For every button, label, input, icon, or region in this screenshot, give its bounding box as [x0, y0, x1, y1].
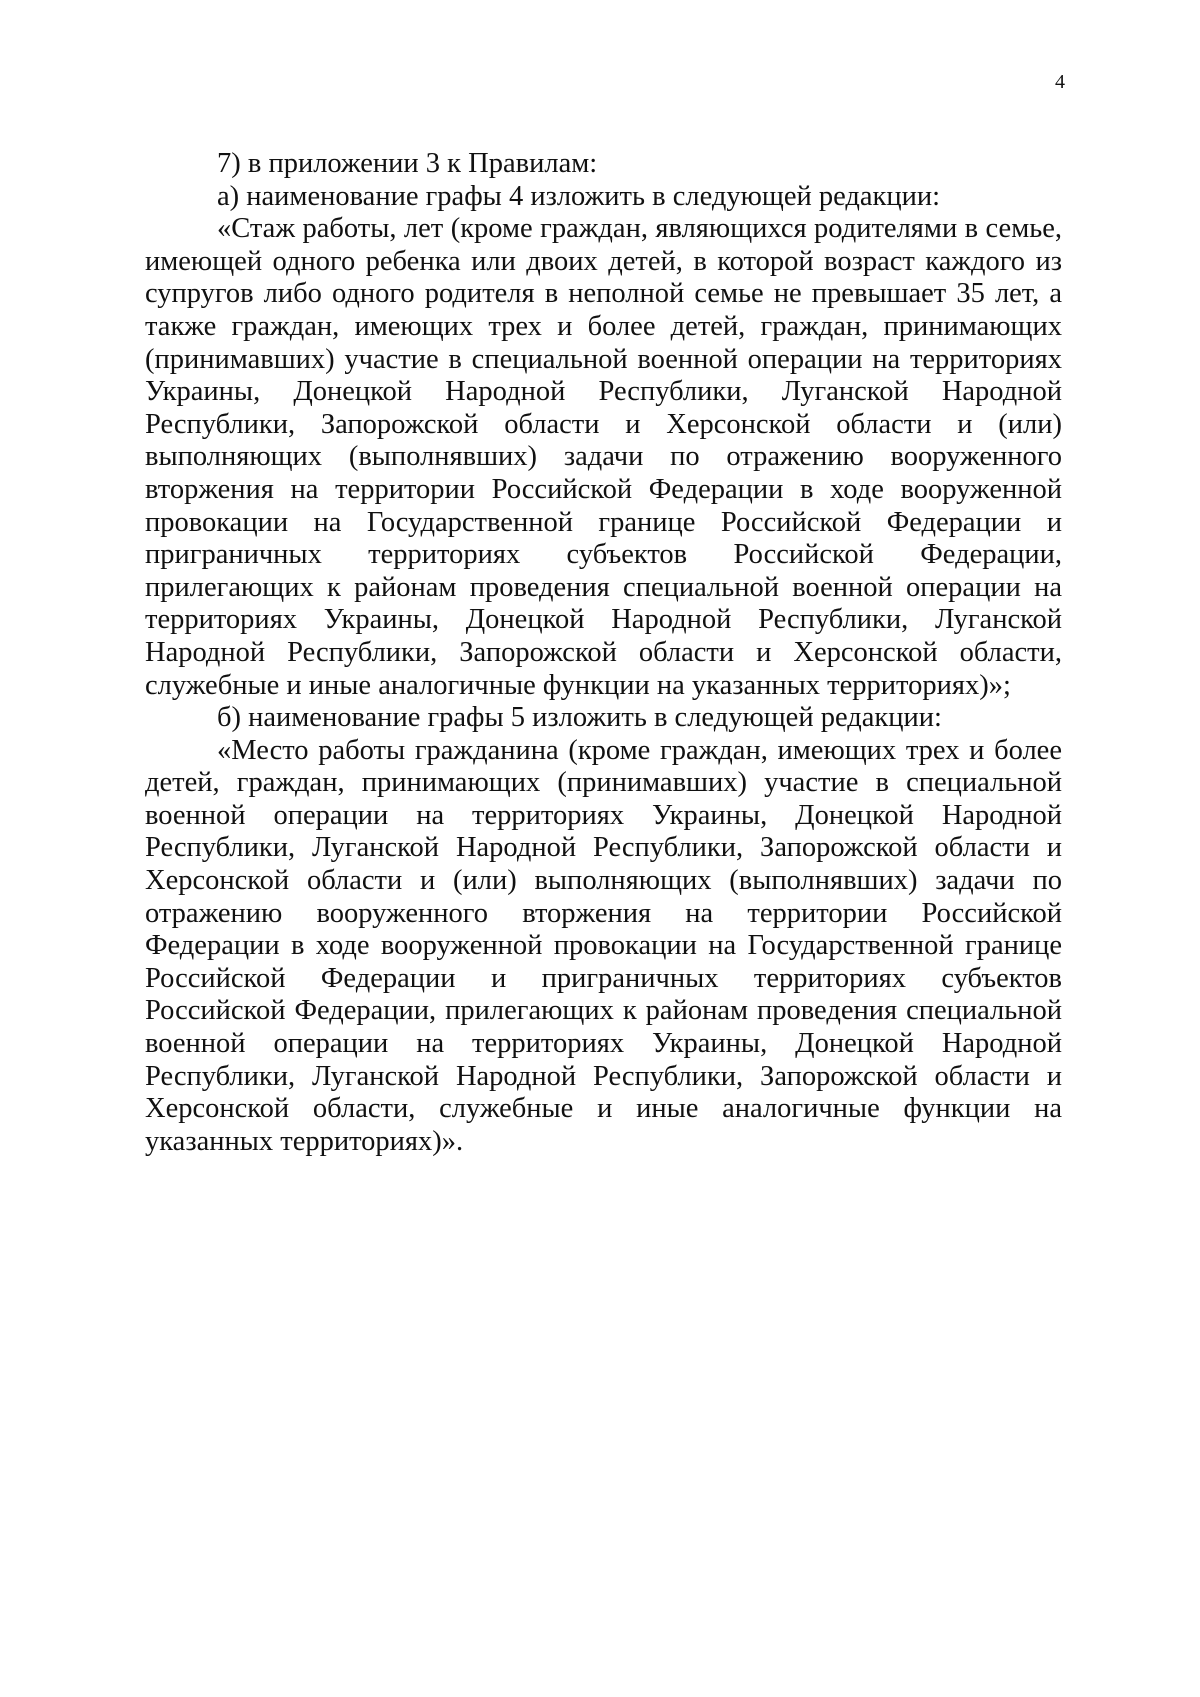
paragraph-item-7: 7) в приложении 3 к Правилам: — [217, 148, 598, 179]
paragraph-column-5-title: «Место работы гражданина (кроме граждан, имеющих трех и более детей, граждан, принимающих (принимавших) участие в специальной военной операции на территориях Украины, Донецкой Народной Республики, Луганской Народной Республики, Запорожской области и Херсонской области и (или) выполняющих (выполнявших) задачи по отражению вооруженного вторжения на территории Российской Федерации в ходе вооруженной провокации на Государственной границе Российской Федерации и приграничных территориях субъектов Российской Федерации, прилегающих к районам проведения специальной военной операции на территориях Украины, Донецкой Народной Республики, Луганской Народной Республики, Запорожской области и Херсонской области, служебные и иные аналогичные функции на указанных территориях)». — [145, 734, 1062, 1157]
paragraph-subitem-b: б) наименование графы 5 изложить в следующей редакции: — [217, 702, 942, 734]
paragraph-column-4-title: «Стаж работы, лет (кроме граждан, являющихся родителями в семье, имеющей одного ребенка или двоих детей, в которой возраст каждого из супругов либо одного родителя в неполной семье не превышает 35 лет, а также граждан, имеющих трех и более детей, граждан, принимающих (принимавших) участие в специальной военной операции на территориях Украины, Донецкой Народной Республики, Луганской Народной Республики, Запорожской области и Херсонской области и (или) выполняющих (выполнявших) задачи по отражению вооруженного вторжения на территории Российской Федерации в ходе вооруженной провокации на Государственной границе Российской Федерации и приграничных территориях субъектов Российской Федерации, прилегающих к районам проведения специальной военной операции на территориях Украины, Донецкой Народной Республики, Луганской Народной Республики, Запорожской области и Херсонской области, служебные и иные аналогичные функции на указанных территориях)»; — [145, 213, 1062, 701]
page-number: 4 — [1055, 71, 1065, 93]
document-body — [145, 148, 1062, 1158]
paragraph-subitem-a: а) наименование графы 4 изложить в следующей редакции: — [217, 180, 941, 212]
